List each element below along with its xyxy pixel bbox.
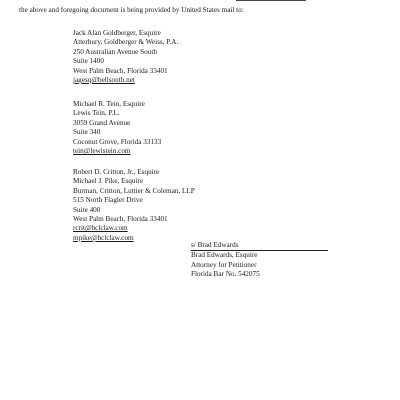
recipient-firm: Burman, Critton, Luttier & Coleman, LLP [73, 186, 195, 195]
signer-bar-number: Florida Bar No. 542075 [191, 270, 260, 279]
recipient-firm: Lewis Tein, P.L. [73, 109, 120, 118]
recipient-block [73, 168, 195, 243]
signer-name: Brad Edwards, Esquire [191, 251, 258, 260]
recipient-email-link[interactable]: jagesq@bellsouth.net [73, 76, 135, 85]
recipient-street: 3059 Grand Avenue [73, 118, 131, 127]
recipient-email-link[interactable]: rcrit@bclclaw.com [73, 224, 128, 233]
recipient-city: West Palm Beach, Florida 33401 [73, 66, 168, 75]
recipient-firm: Atterbury, Goldberger & Weiss, P.A. [73, 38, 179, 47]
recipient-street: 515 North Flagler Drive [73, 196, 143, 205]
recipient-suite: Suite 400 [73, 205, 101, 214]
recipient-street: 250 Australian Avenue South [73, 47, 157, 56]
recipient-block [73, 100, 161, 156]
signature-line: s/ Brad Edwards [191, 241, 328, 251]
recipient-block [73, 29, 178, 85]
recipient-name: Michael J. Pike, Esquire [73, 177, 144, 186]
recipient-suite: Suite 1400 [73, 57, 104, 66]
recipient-name: Jack Alan Goldberger, Esquire [73, 29, 161, 37]
intro-text: the above and foregoing document is being provided by United States mail to: [19, 6, 244, 14]
top-rule [236, 0, 306, 1]
signature-block [191, 241, 328, 280]
recipient-suite: Suite 340 [73, 128, 101, 137]
recipient-name: Robert D. Critton, Jr., Esquire [73, 168, 160, 176]
recipient-city: Coconut Grove, Florida 33133 [73, 137, 162, 146]
recipient-name: Michael R. Tein, Esquire [73, 100, 145, 108]
signer-title: Attorney for Petitioner [191, 260, 257, 269]
recipient-email-link[interactable]: tein@lewistein.com [73, 147, 131, 156]
recipient-email-link[interactable]: mpike@bclclaw.com [73, 233, 134, 242]
recipient-city: West Palm Beach, Florida 33401 [73, 215, 168, 224]
